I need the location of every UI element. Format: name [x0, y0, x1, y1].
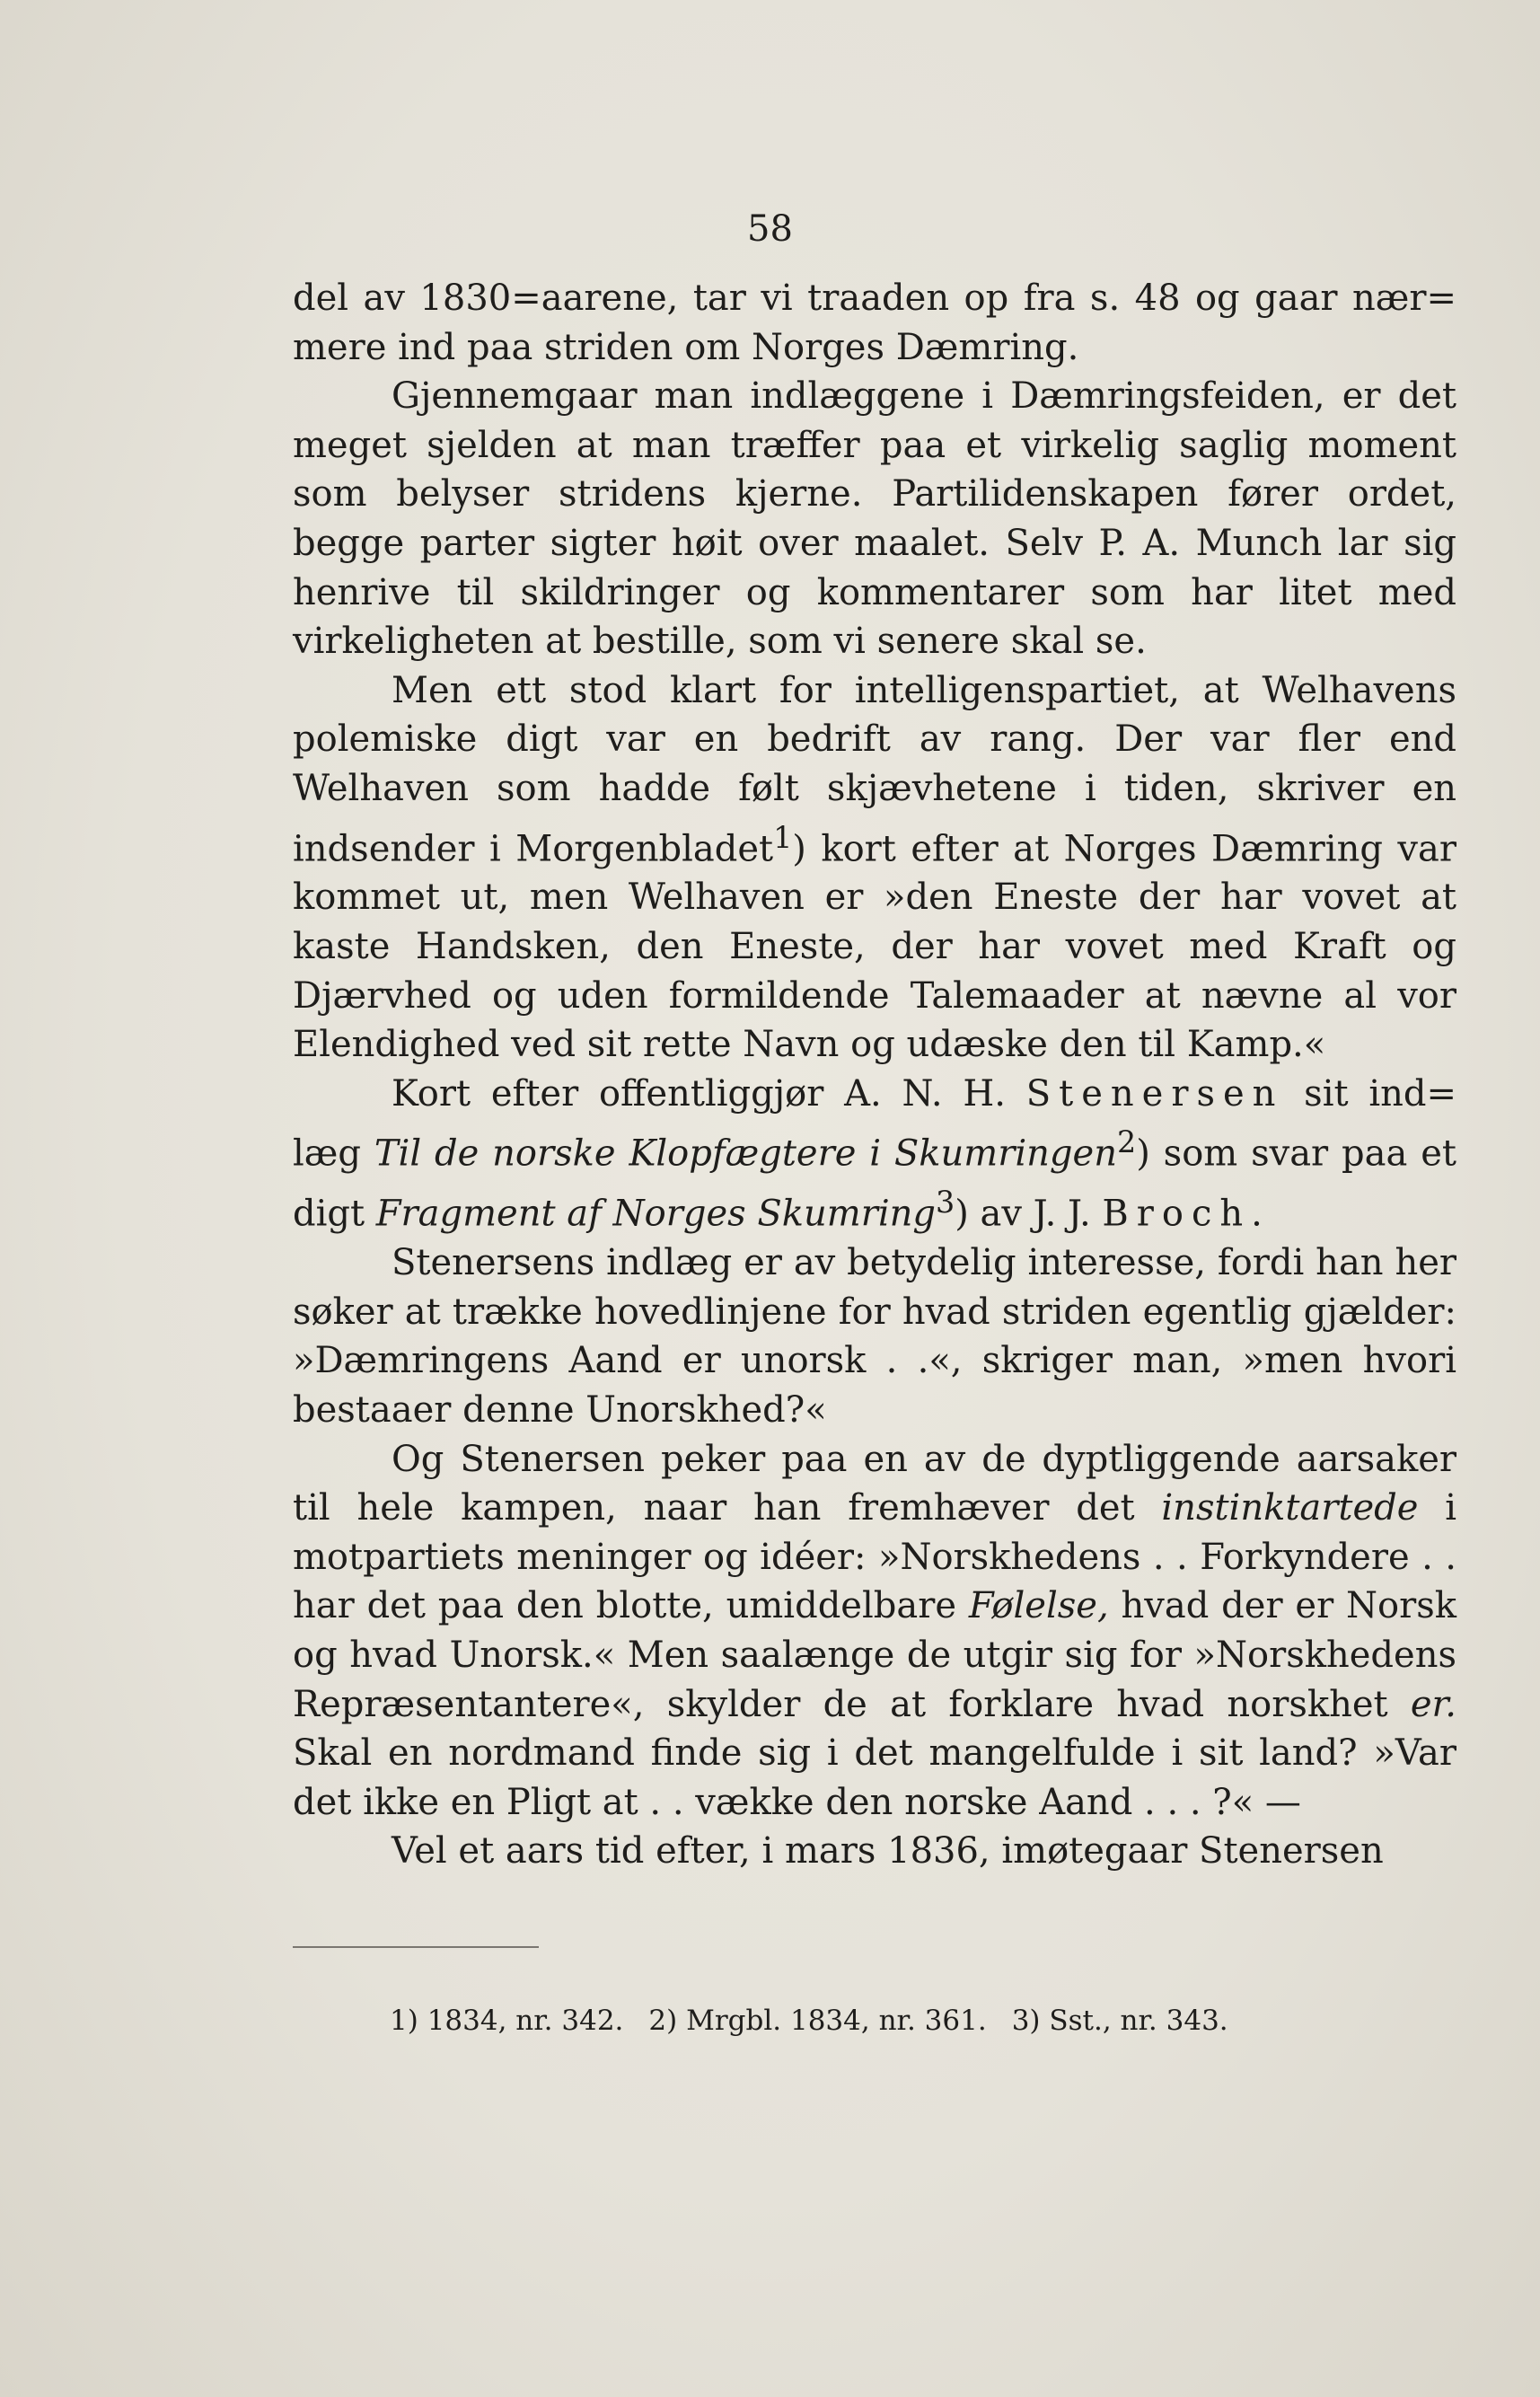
- text-run: ) som svar paa et digt: [293, 1132, 1456, 1235]
- footnote-marker: 3: [1011, 2005, 1030, 2037]
- paragraph: [293, 666, 1456, 1070]
- italic-text: Fragment af Norges Skumring: [375, 1193, 936, 1235]
- paragraph: [293, 1070, 1456, 1238]
- page-number: 58: [747, 208, 793, 250]
- text-run: i motpartiets meninger og idéer: »Norskhedens . . Forkyndere . . har det paa den blotte, umiddelbare: [293, 1487, 1456, 1627]
- footnote-text: Mrgbl. 1834, nr. 361.: [686, 2005, 987, 2037]
- italic-text: instinktartede: [1161, 1487, 1419, 1529]
- footnote-divider: [293, 1946, 539, 1948]
- footnote-marker-paren: ): [407, 2005, 427, 2037]
- text-run: Men ett stod klart for intelligenspartiet, at Welhavens polemiske digt var en bedrift av rang. Der var fler end Welhaven som hadde følt skjævhetene i tiden, skriver en indsender i Morgenbladet: [293, 669, 1456, 869]
- italic-text: er.: [1410, 1683, 1456, 1725]
- footnote-reference: 3: [935, 1185, 955, 1221]
- paragraph: [293, 1238, 1456, 1434]
- text-run: Kort efter offentliggjør A. N. H.: [392, 1072, 1026, 1115]
- text-run: Gjennemgaar man indlæggene i Dæmringsfeiden, er det meget sjelden at man træffer paa et virkelig saglig moment som belyser stridens kjerne. Partilidenskapen fører ordet, begge parter sigter høit over maalet. Selv P. A. Munch lar sig henrive til skildringer og kommentarer som har litet med virkeligheten at bestille, som vi senere skal se.: [293, 375, 1456, 663]
- footnotes: [390, 2005, 1254, 2037]
- paragraph: [293, 274, 1456, 372]
- paragraph: [293, 1435, 1456, 1828]
- text-run: Og Stenersen peker paa en av de dyptliggende aarsaker til hele kampen, naar han fremhæver det: [293, 1438, 1456, 1529]
- footnote-marker-paren: ): [1029, 2005, 1050, 2037]
- footnote-marker-paren: ): [666, 2005, 687, 2037]
- footnote-text: 1834, nr. 342.: [427, 2005, 624, 2037]
- footnote-reference: 1: [773, 819, 793, 855]
- text-run: Stenersens indlæg er av betydelig interesse, fordi han her søker at trække hovedlinjene for hvad striden egentlig gjælder: »Dæmringens Aand er unorsk . .«, skriger man, »men hvori bestaaer denne Unorskhed?«: [293, 1242, 1456, 1432]
- italic-text: Følelse,: [968, 1585, 1109, 1627]
- footnote-marker: 1: [390, 2005, 408, 2037]
- text-run: Skal en nordmand finde sig i det mangelfulde i sit land? »Var det ikke en Pligt at . . vække den norske Aand . . . ?« —: [293, 1732, 1456, 1823]
- body-text: [293, 274, 1456, 1876]
- text-run: ) kort efter at Norges Dæmring var kommet ut, men Welhaven er »den Eneste der har vovet at kaste Handsken, den Eneste, der har vovet med Kraft og Djærvhed og uden formildende Talemaader at nævne al vor Elendighed ved sit rette Navn og udæske den til Kamp.«: [293, 827, 1456, 1066]
- paragraph: [293, 372, 1456, 666]
- text-run: sit ind= læg: [293, 1072, 1457, 1175]
- text-run: hvad der er Norsk og hvad Unorsk.« Men saalænge de utgir sig for »Norskhedens Repræsentantere«, skylder de at forklare hvad norskhet: [293, 1585, 1456, 1725]
- spaced-name: Broch: [1102, 1193, 1252, 1235]
- footnote-reference: 2: [1116, 1124, 1137, 1160]
- footnote: [1012, 2005, 1228, 2037]
- text-run: Vel et aars tid efter, i mars 1836, imøtegaar Stenersen: [392, 1830, 1384, 1873]
- footnote-marker: 2: [648, 2005, 667, 2037]
- text-run: ) av J. J.: [955, 1193, 1103, 1235]
- italic-text: Til de norske Klopfægtere i Skumringen: [374, 1132, 1117, 1175]
- text-run: .: [1251, 1193, 1263, 1235]
- spaced-name: Stenersen: [1025, 1072, 1284, 1115]
- paragraph: [293, 1827, 1456, 1876]
- footnote: [648, 2005, 986, 2037]
- text-run: del av 1830=aarene, tar vi traaden op fra s. 48 og gaar nær= mere ind paa striden om Norges Dæmring.: [293, 278, 1456, 368]
- footnote-text: Sst., nr. 343.: [1049, 2005, 1228, 2037]
- footnote: [390, 2005, 623, 2037]
